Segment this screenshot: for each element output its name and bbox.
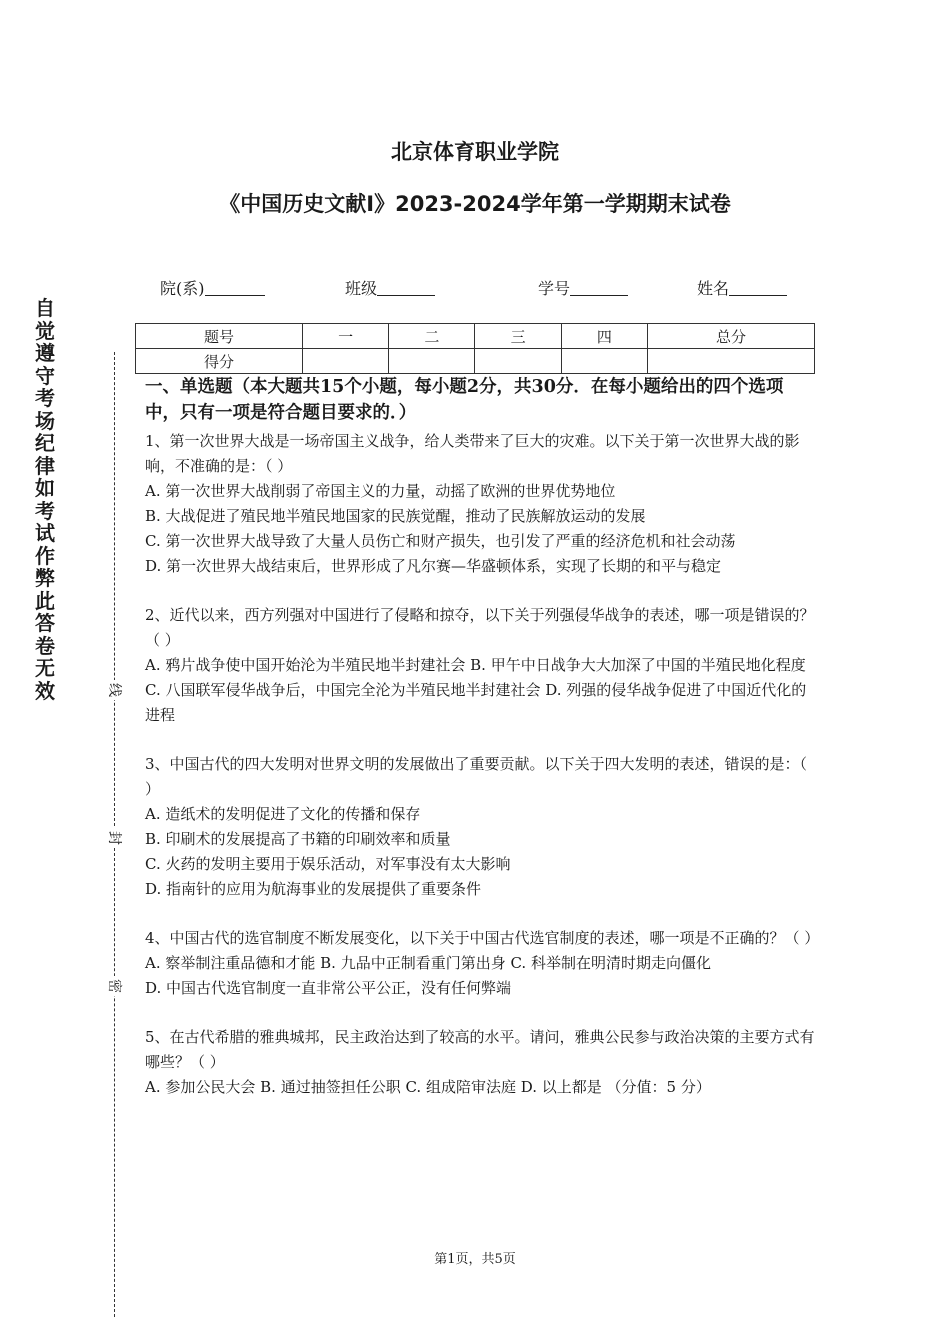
question-5-options: A. 参加公民大会 B. 通过抽签担任公职 C. 组成陪审法庭 D. 以上都是 （分值：5 分） [145, 1078, 711, 1096]
question-2-options: A. 鸦片战争使中国开始沦为半殖民地半封建社会 B. 甲午中日战争大大加深了中国的半殖民地化程度 C. 八国联军侵华战争后，中国完全沦为半殖民地半封建社会 D. 列强的侵华战争促进了中国近代化的进程 [145, 656, 807, 724]
score-cell[interactable] [389, 349, 475, 374]
score-header-cell: 二 [389, 324, 475, 349]
side-notice-char: 场 [35, 408, 55, 433]
question-4-options-line1: A. 察举制注重品德和才能 B. 九品中正制看重门第出身 C. 科举制在明清时期走向僵化 [145, 954, 711, 972]
name-blank[interactable] [729, 279, 787, 296]
score-table [135, 323, 815, 374]
school-name: 北京体育职业学院 [391, 140, 559, 164]
score-header-cell: 四 [561, 324, 647, 349]
score-header-row [136, 324, 815, 349]
id-field [538, 276, 628, 299]
side-notice-char: 律 [35, 453, 55, 478]
questions-section [145, 374, 820, 1100]
side-notice-char: 自 [35, 296, 55, 320]
question-4-stem: 4、中国古代的选官制度不断发展变化，以下关于中国古代选官制度的表述，哪一项是不正确的？（ ） [145, 929, 820, 947]
side-notice-char: 作 [35, 543, 55, 568]
side-notice-char: 如 [35, 476, 55, 500]
question-3-option-b: B. 印刷术的发展提高了书籍的印刷效率和质量 [145, 830, 451, 848]
exam-title: 《中国历史文献Ⅰ》2023-2024学年第一学期期末试卷 [219, 192, 731, 216]
question-4-options-line2: D. 中国古代选官制度一直非常公平公正，没有任何弊端 [145, 979, 512, 997]
question-3-stem: 3、中国古代的四大发明对世界文明的发展做出了重要贡献。以下关于四大发明的表述，错误的是：（ ） [145, 755, 808, 798]
score-header-cell: 一 [303, 324, 389, 349]
question-1-stem: 1、第一次世界大战是一场帝国主义战争，给人类带来了巨大的灾难。以下关于第一次世界大战的影响，不准确的是：（ ） [145, 432, 800, 475]
score-cell[interactable] [647, 349, 814, 374]
name-field [697, 276, 787, 299]
side-notice-char: 弊 [35, 566, 55, 590]
dept-field [160, 276, 265, 299]
question-1-option-a: A. 第一次世界大战削弱了帝国主义的力量，动摇了欧洲的世界优势地位 [145, 482, 616, 500]
score-row [136, 349, 815, 374]
side-notice-char: 此 [35, 588, 55, 613]
side-notice-char: 试 [35, 521, 55, 545]
question-1-option-d: D. 第一次世界大战结束后，世界形成了凡尔赛—华盛顿体系，实现了长期的和平与稳定 [145, 557, 722, 575]
side-notice [33, 297, 57, 702]
side-notice-char: 守 [35, 363, 55, 388]
side-notice-char: 答 [35, 611, 55, 635]
score-cell[interactable] [561, 349, 647, 374]
class-field [345, 276, 435, 299]
side-notice-char: 觉 [35, 318, 55, 343]
id-label: 学号 [538, 279, 571, 298]
binding-mark-seal: 封 [105, 828, 125, 848]
binding-mark-line: 线 [105, 680, 125, 700]
side-notice-char: 考 [35, 386, 55, 410]
side-notice-char: 遵 [35, 341, 55, 365]
section-heading: 一、单选题（本大题共15个小题，每小题2分，共30分．在每小题给出的四个选项中，只有一项是符合题目要求的．） [145, 377, 784, 423]
side-notice-char: 卷 [35, 633, 55, 658]
score-header-cell: 三 [475, 324, 561, 349]
question-2-stem: 2、近代以来，西方列强对中国进行了侵略和掠夺，以下关于列强侵华战争的表述，哪一项是错误的？（ ） [145, 606, 815, 649]
score-row-label: 得分 [136, 349, 303, 374]
side-notice-char: 考 [35, 498, 55, 523]
name-label: 姓名 [697, 279, 730, 298]
id-blank[interactable] [570, 279, 628, 296]
score-cell[interactable] [475, 349, 561, 374]
score-header-cell: 总分 [647, 324, 814, 349]
dept-label: 院(系) [160, 279, 205, 298]
page-number: 第1页，共5页 [434, 1252, 516, 1267]
question-3-option-c: C. 火药的发明主要用于娱乐活动，对军事没有太大影响 [145, 855, 511, 873]
score-cell[interactable] [303, 349, 389, 374]
question-5-stem: 5、在古代希腊的雅典城邦，民主政治达到了较高的水平。请问，雅典公民参与政治决策的主要方式有哪些？（ ） [145, 1028, 815, 1071]
question-1-option-b: B. 大战促进了殖民地半殖民地国家的民族觉醒，推动了民族解放运动的发展 [145, 507, 646, 525]
side-notice-char: 效 [35, 678, 55, 703]
class-blank[interactable] [377, 279, 435, 296]
question-3-option-d: D. 指南针的应用为航海事业的发展提供了重要条件 [145, 880, 482, 898]
question-1-option-c: C. 第一次世界大战导致了大量人员伤亡和财产损失，也引发了严重的经济危机和社会动荡 [145, 532, 736, 550]
question-3-option-a: A. 造纸术的发明促进了文化的传播和保存 [145, 805, 421, 823]
class-label: 班级 [345, 279, 378, 298]
binding-mark-secret: 密 [105, 976, 125, 996]
score-header-cell: 题号 [136, 324, 303, 349]
dept-blank[interactable] [205, 279, 265, 296]
side-notice-char: 纪 [35, 431, 55, 455]
side-notice-char: 无 [35, 656, 55, 680]
